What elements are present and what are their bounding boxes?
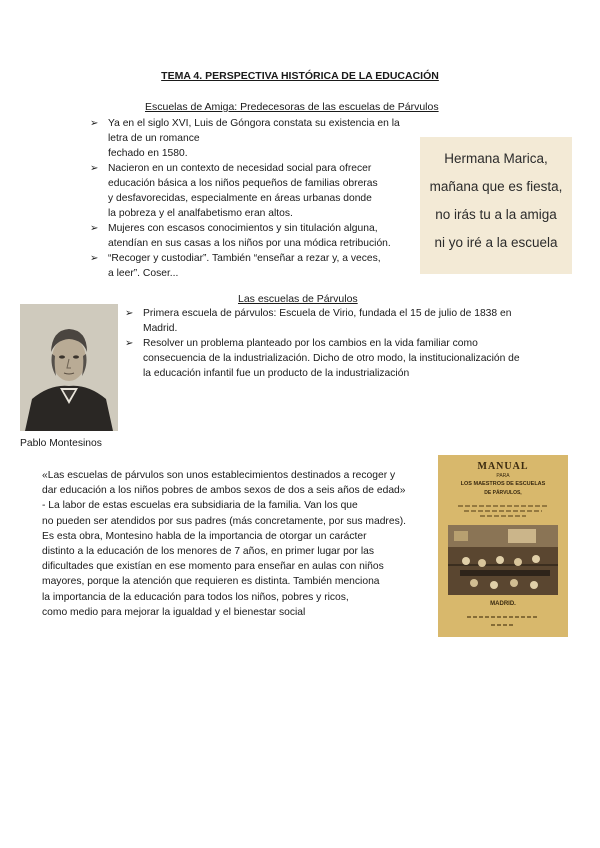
bullet-line: la educación infantil fue un producto de la industrialización [143, 368, 410, 379]
paragraph-line: distinto a la educación de los menores de 7 años, en primer lugar por las [42, 546, 374, 558]
quote-line: no irás tu a la amiga [435, 207, 557, 222]
book-line: DE PÁRVULOS, [484, 490, 522, 496]
bullet-line: fechado en 1580. [108, 148, 188, 159]
arrow-bullet-icon: ➢ [90, 163, 99, 174]
paragraph-line: dificultades que existían en ese momento para enseñar en aulas con niños [42, 561, 384, 573]
bullet-item [90, 116, 420, 161]
section-heading-escuelas-parvulos: Las escuelas de Párvulos [238, 293, 358, 305]
bullet-line: educación básica a los niños pequeños de familias obreras [108, 178, 378, 189]
portrait-engraving [20, 304, 118, 431]
paragraph-line: la importancia de la educación para todos los niños, pobres y ricos, [42, 591, 349, 603]
book-city: MADRID. [490, 601, 516, 607]
quote-line: ni yo iré a la escuela [434, 235, 558, 250]
arrow-bullet-icon: ➢ [90, 253, 99, 264]
quote-line: mañana que es fiesta, [429, 179, 563, 194]
paragraph-line: dar educación a los niños pobres de ambos sexos de dos a seis años de edad» [42, 485, 406, 497]
bullet-line: Madrid. [143, 323, 178, 334]
arrow-bullet-icon: ➢ [90, 118, 99, 129]
bullet-item [90, 161, 420, 221]
portrait-caption: Pablo Montesinos [20, 438, 102, 449]
paragraph-line: - La labor de estas escuelas era subsidiaria de la familia. Van los que [42, 500, 358, 512]
bullet-line: Mujeres con escasos conocimientos y sin titulación alguna, [108, 223, 378, 234]
page-title: TEMA 4. PERSPECTIVA HISTÓRICA DE LA EDUCACIÓN [161, 70, 439, 82]
bullet-line: atendían en sus casas a los niños por una módica retribución. [108, 238, 391, 249]
paragraph-line: mayores, porque la atención que requieren es distinta. También menciona [42, 576, 380, 588]
manual-book-cover [438, 455, 568, 637]
arrow-bullet-icon: ➢ [90, 223, 99, 234]
bullet-item [125, 336, 565, 381]
bullet-line: a leer”. Coser... [108, 268, 179, 279]
pablo-montesinos-portrait [20, 304, 118, 431]
bullet-line: Primera escuela de párvulos: Escuela de Virio, fundada el 15 de julio de 1838 en [143, 308, 512, 319]
bullet-line: consecuencia de la industrialización. Dicho de otro modo, la institucionalización de [143, 353, 520, 364]
paragraph-line: no pueden ser atendidos por sus padres (más concretamente, por sus madres). [42, 515, 407, 527]
bullet-line: Ya en el siglo XVI, Luis de Góngora constata su existencia en la letra de un romance [108, 118, 400, 144]
arrow-bullet-icon: ➢ [125, 308, 134, 319]
escuelas-amiga-list [90, 116, 420, 281]
section-heading-escuelas-amiga: Escuelas de Amiga: Predecesoras de las escuelas de Párvulos [145, 101, 439, 113]
bullet-item [125, 306, 565, 336]
classroom-illustration [448, 525, 558, 595]
paragraph-line: «Las escuelas de párvulos son unos establecimientos destinados a recoger y [42, 470, 396, 481]
bullet-line: Resolver un problema planteado por los cambios en la vida familiar como [143, 338, 478, 349]
book-title: MANUAL [477, 461, 529, 472]
book-italic-subtitle [450, 501, 556, 521]
book-imprint [463, 613, 543, 631]
bullet-item [90, 251, 420, 281]
bullet-line: la pobreza y el analfabetismo eran altos. [108, 208, 293, 219]
bullet-line: Nacieron en un contexto de necesidad social para ofrecer [108, 163, 372, 174]
montesinos-paragraph [42, 468, 406, 620]
escuelas-parvulos-list [125, 306, 565, 381]
paragraph-line: Es esta obra, Montesino habla de la importancia de otorgar un carácter [42, 530, 367, 542]
bullet-line: y desfavorecidas, especialmente en áreas urbanas donde [108, 193, 372, 204]
book-line: PARA [496, 473, 510, 479]
gongora-quote-box [420, 137, 572, 274]
paragraph-line: como medio para mejorar la igualdad y el bienestar social [42, 606, 306, 618]
arrow-bullet-icon: ➢ [125, 338, 134, 349]
book-line: LOS MAESTROS DE ESCUELAS [460, 481, 546, 487]
quote-line: Hermana Marica, [444, 151, 548, 166]
bullet-line: “Recoger y custodiar”. También “enseñar a rezar y, a veces, [108, 253, 381, 264]
bullet-item [90, 221, 420, 251]
